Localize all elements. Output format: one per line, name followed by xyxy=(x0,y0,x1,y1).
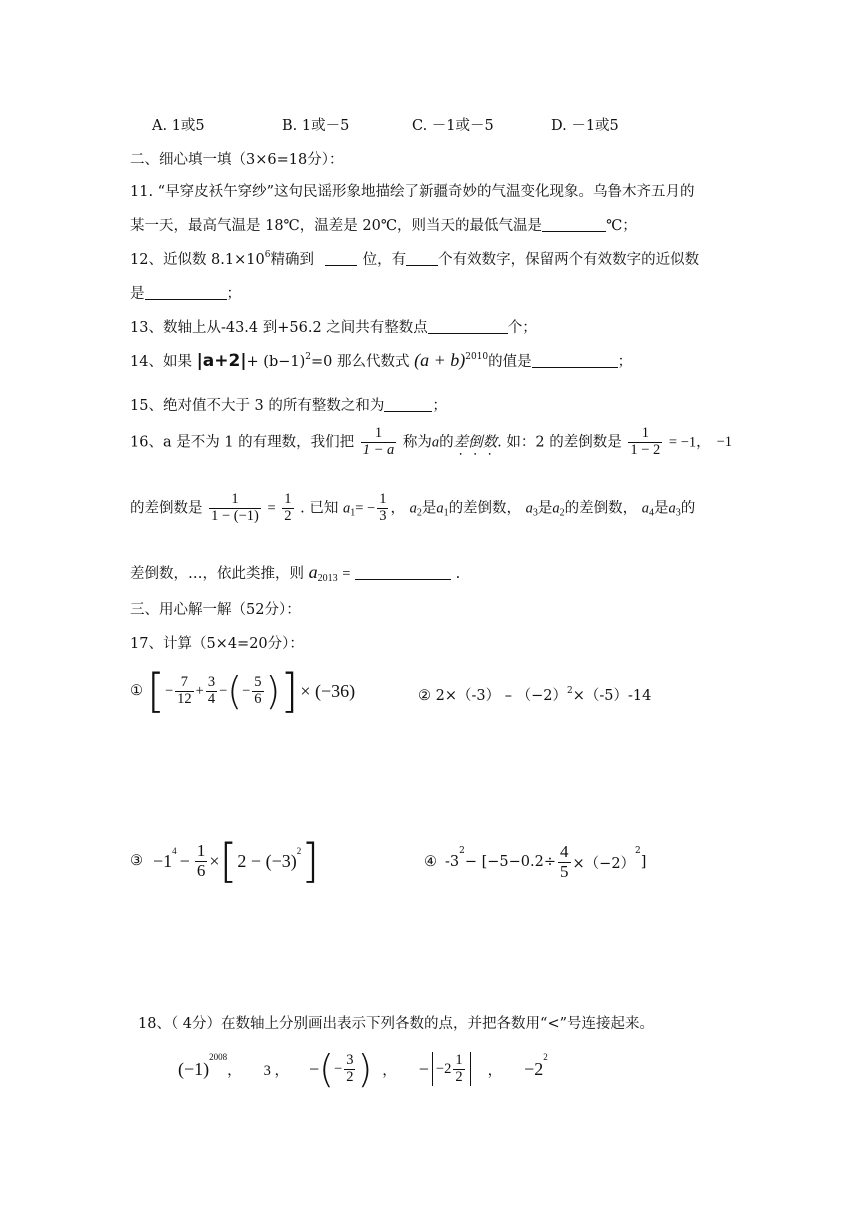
q14-tail2: ； xyxy=(617,354,633,370)
q12-prefix: 12、近似数 8.1×10 xyxy=(130,252,265,268)
q18-n4-frac: $\frac{1}{2}$ xyxy=(455,1051,463,1085)
q14-mid: + (b−1) xyxy=(246,354,306,370)
q13-tail: 个； xyxy=(507,320,537,336)
e4-b: − [−5−0.2÷ xyxy=(464,854,557,870)
expr-1-label: ① xyxy=(130,683,143,699)
q15-tail: ； xyxy=(432,398,447,414)
q17-expr-2: ② $2\times(-3) - (-2)^2\times(-5)-14$ xyxy=(418,686,652,704)
q15-blank xyxy=(384,397,432,412)
q16-frac-4: $\frac{1}{2}$ xyxy=(284,491,292,524)
q16-eq3: = − xyxy=(355,500,376,517)
q16-a2013: a xyxy=(308,562,318,582)
q12-mid3: 个有效数字，保留两个有效数字的近似数 xyxy=(438,252,700,268)
e3-frac: $\frac{1}{6}$ xyxy=(196,840,206,880)
expr-3-label: ③ xyxy=(130,853,143,869)
q16-a4: a xyxy=(641,500,650,517)
q13-blank xyxy=(428,319,508,334)
q12-line1 xyxy=(130,248,699,269)
q14-tail1: 的值是 xyxy=(488,354,532,370)
q16-l2-p1: 的差倒数是 xyxy=(130,500,203,517)
q14-expr-exp: 2010 xyxy=(465,352,489,362)
e4-a: -3 xyxy=(445,854,460,870)
q15-text: 15、绝对值不大于 3 的所有整数之和为 xyxy=(130,398,385,414)
q18-n5: −2 xyxy=(524,1058,544,1079)
q16-neg1: −1 xyxy=(716,434,733,451)
q16-line3: 差倒数，…，依此类推，则 $a_{2013}$ = . xyxy=(130,562,461,584)
q12-mid2: 位，有 xyxy=(362,252,407,268)
q13-text: 13、数轴上从-43.4 到+56.2 之间共有整数点 xyxy=(130,320,428,336)
q16-a1: a xyxy=(342,500,351,517)
q14 xyxy=(130,350,632,371)
q16-line2: 的差倒数是 $\frac{1}{1 - (-1)}$ = $\frac{1}{2}$ . 已知 $a_1=$ − $\frac{1}{3}$ ， $a_2$是$a_1$的差倒数， $a_3$是$a_2$的差倒数， $a_4$是$a_3$的 xyxy=(130,491,696,524)
q16-eq1: = −1， xyxy=(668,434,711,451)
q11-line2 xyxy=(130,214,637,235)
q16-a3: a xyxy=(525,500,533,517)
e1-tail: × (−36) xyxy=(300,680,356,701)
e4-frac: $\frac{4}{5}$ xyxy=(560,841,569,881)
q12-line2 xyxy=(130,282,241,303)
option-a: A. 1或5 xyxy=(152,118,205,134)
q16-p2: 称为 xyxy=(402,434,432,451)
q16-l2-p2: . 已知 xyxy=(300,500,339,517)
e1-frac-2: $\frac{3}{4}$ xyxy=(207,673,216,707)
e2-tail: ×（-5）-14 xyxy=(572,688,652,704)
e1-frac-1: $\frac{7}{12}$ xyxy=(177,673,192,707)
q16-a2: a xyxy=(409,500,417,517)
q14-abs-expr: a+2 xyxy=(202,351,241,371)
q12-tail: ； xyxy=(226,286,241,302)
q14-mid-exp: 2 xyxy=(305,352,312,362)
expr-2-label: ② xyxy=(418,688,431,704)
q16-blank xyxy=(355,565,451,580)
q14-expr: (a + b) xyxy=(414,350,466,370)
q12-mid1: 精确到 xyxy=(270,252,314,268)
q16-frac-2: $\frac{1}{1 - 2}$ xyxy=(630,425,661,458)
q16-a: a xyxy=(431,434,440,451)
q13 xyxy=(130,316,537,337)
q12-line2-text: 是 xyxy=(130,286,145,302)
option-c: C. －1或－5 xyxy=(412,118,494,134)
e2-text: 2×（-3） – （−2） xyxy=(435,688,567,704)
option-b: B. 1或－5 xyxy=(282,118,350,134)
e4-c: ×（−2） xyxy=(572,855,636,872)
q17-expr-4: ④ -3 $^2$ − [−5−0.2÷ $\frac{4}{5}$ ×（−2） $^2$ ] xyxy=(424,841,647,881)
q18-numbers: (−1) $^{2008}$ ， 3 ， − ( − $\frac{3}{2}$ ) ， − −2 $\frac{1}{2}$ ， −2 $^2$ xyxy=(178,1047,548,1091)
q17-expr-3: ③ −1 $^4$ − $\frac{1}{6}$ × [ 2 − (−3) $^2$ ] xyxy=(130,834,320,888)
q16-eq4: = xyxy=(342,566,351,582)
q17-title: 17、计算（5×4=20分）： xyxy=(130,636,304,652)
q12-blank-2 xyxy=(406,251,438,266)
q16-p2b: 的 xyxy=(439,434,454,451)
q18-n2: 3 ， xyxy=(263,1062,290,1079)
q16-frac-5: $\frac{1}{3}$ xyxy=(379,491,387,524)
q11-line1: 11. “早穿皮袄午穿纱”这句民谣形象地描绘了新疆奇妙的气温变化现象。乌鲁木齐五月的 xyxy=(130,184,695,200)
e3-a: −1 xyxy=(153,850,173,871)
q14-mid2: =0 那么代数式 xyxy=(311,354,410,370)
q18-n4-int: −2 xyxy=(435,1060,452,1077)
q16-p1: 16、a 是不为 1 的有理数，我们把 xyxy=(130,434,355,451)
q15 xyxy=(130,394,447,415)
q16-l2-p3: ， xyxy=(390,500,405,517)
q14-abs: |a+2| xyxy=(196,351,247,371)
q16-eq2: = xyxy=(267,500,276,517)
option-d: D. －1或5 xyxy=(551,118,619,134)
q11-text: 某一天，最高气温是 18℃，温差是 20℃，则当天的最低气温是 xyxy=(130,218,543,234)
q11-blank xyxy=(542,217,606,232)
q16-p3: . 如：2 的差倒数是 xyxy=(497,434,622,451)
section-3-title: 三、用心解一解（52分）： xyxy=(130,602,301,618)
q18-n1: (−1) xyxy=(178,1058,210,1079)
section-2-title: 二、细心填一填（3×6=18分）： xyxy=(130,152,344,168)
e3-inner: 2 − (−3) xyxy=(237,850,297,871)
q12-blank-1 xyxy=(325,251,357,266)
q16-l3-p1: 差倒数，…，依此类推，则 xyxy=(130,566,304,582)
q18-n3-frac: $\frac{3}{2}$ xyxy=(346,1051,354,1085)
q16-frac-1: $\frac{1}{1 - a}$ xyxy=(362,425,395,458)
q12-blank-3 xyxy=(145,285,227,300)
q16-frac-3: $\frac{1}{1 - (-1)}$ xyxy=(211,491,259,524)
q11-tail: ℃； xyxy=(606,218,637,234)
q18-text: 18、（ 4分）在数轴上分别画出表示下列各数的点，并把各数用“<”号连接起来。 xyxy=(138,1016,655,1032)
expr-4-label: ④ xyxy=(424,854,437,870)
q17-expr-1: ① [ − $\frac{7}{12}$ + $\frac{3}{4}$ − ( − $\frac{5}{6}$ ) ] × (−36) xyxy=(130,664,356,718)
q12-exp: 6 xyxy=(264,250,271,260)
q14-prefix: 14、如果 xyxy=(130,354,192,370)
q16-line1 xyxy=(130,426,732,459)
q16-dotted-term: 差倒数 xyxy=(453,434,498,451)
e1-frac-3: $\frac{5}{6}$ xyxy=(254,673,262,707)
q14-blank xyxy=(532,353,618,368)
